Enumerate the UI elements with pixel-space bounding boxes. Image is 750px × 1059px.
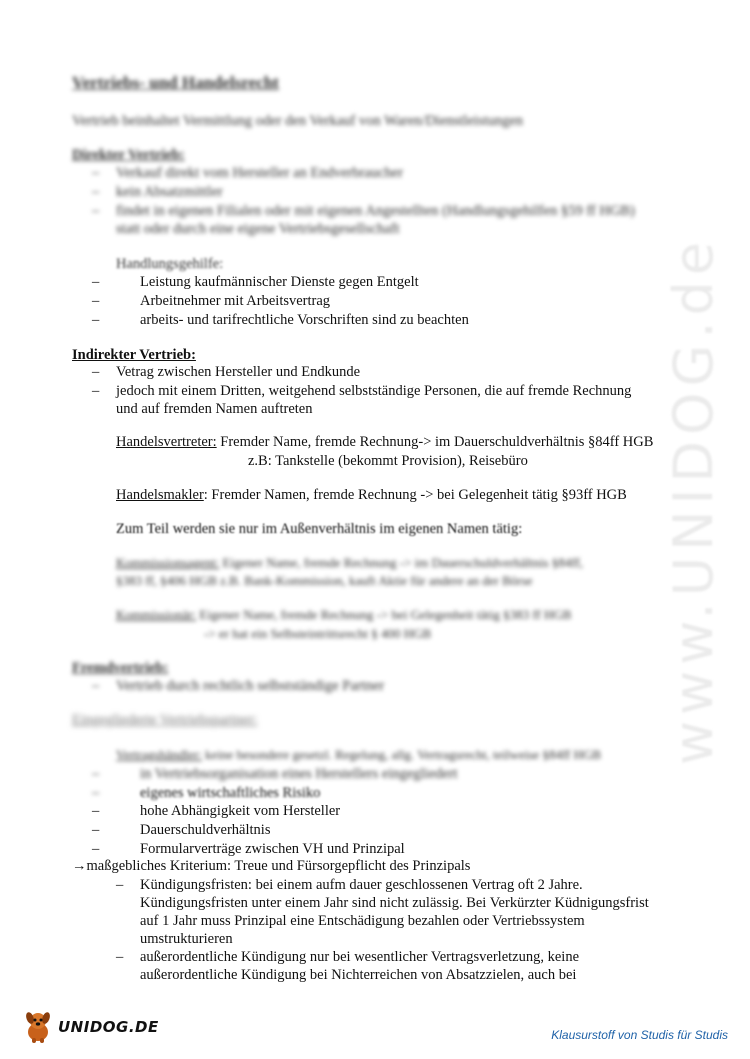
handelsvertreter-text: Fremder Name, fremde Rechnung-> im Dauerschuldverhältnis §84ff HGB [216,434,654,450]
footer-logo[interactable] [22,1010,159,1044]
list-item: Dauerschuldverhältnis [140,822,271,838]
partial-note: Zum Teil werden sie nur im Außenverhältnis im eigenen Namen tätig: [116,521,523,537]
eingegliedert-heading: Eingegliederte Vertriebspartner: [72,712,258,728]
dash: – [92,678,100,694]
dash: – [92,203,100,219]
fremd-heading: Fremdvertrieb: [72,660,169,676]
dash: – [92,383,100,399]
vertragshaendler-text: keine besondere gesetzl. Regelung, allg. Vertragsrecht, teilweise §84ff HGB [201,747,602,762]
list-item: Vertrieb durch rechtlich selbstständige Partner [116,678,385,694]
dash: – [92,822,100,838]
indirect-heading: Indirekter Vertrieb: [72,347,196,363]
dash: – [92,184,100,200]
dash: – [92,803,100,819]
dog-mascot-icon [22,1010,54,1044]
list-item: findet in eigenen Filialen oder mit eigenen Angestellten (Handlungsgehilfen §59 ff HGB) [116,203,635,219]
vertragshaendler-label: Vertragshändler: [116,747,202,762]
direct-heading: Direkter Vertrieb: [72,147,185,163]
criterion-line: →maßgebliches Kriterium: Treue und Fürsorgepflicht des Prinzipals [72,858,471,874]
list-item-cont: auf 1 Jahr muss Prinzipal eine Entschädigung bezahlen oder Vertriebssystem [140,913,585,929]
handelsvertreter-line [116,433,653,451]
dash: – [92,274,100,290]
list-item: Leistung kaufmännischer Dienste gegen Entgelt [140,274,419,290]
dash: – [92,312,100,328]
dash: – [92,841,100,857]
list-item: Vetrag zwischen Hersteller und Endkunde [116,364,361,380]
handelsmakler-line [116,486,627,504]
list-item: in Vertriebsorganisation eines Herstellers eingegliedert [140,766,458,782]
list-item: Formularverträge zwischen VH und Prinzipal [140,841,405,857]
kommissionsagent-text2: §383 ff, §406 HGB z.B. Bank-Kommission, kauft Aktie für andere an der Börse [116,573,533,588]
kommissionaer-label: Kommissionär: [116,607,197,622]
list-item: eigenes wirtschaftliches Risiko [140,785,321,801]
handelsvertreter-label: Handelsvertreter: [116,434,217,450]
list-item: hohe Abhängigkeit vom Hersteller [140,803,341,819]
handelsmakler-label: Handelsmakler [116,487,204,503]
list-item: arbeits- und tarifrechtliche Vorschriften sind zu beachten [140,312,469,328]
dash: – [92,364,100,380]
list-item: kein Absatzmittler [116,184,223,200]
document-title: Vertriebs- und Handelsrecht [72,73,279,92]
dash: – [92,165,100,181]
kommissionsagent-line [116,554,583,572]
sub-heading: Handlungsgehilfe: [116,256,224,272]
handelsvertreter-example: z.B: Tankstelle (bekommt Provision), Reisebüro [248,453,528,469]
footer-tagline: Klausurstoff von Studis für Studis [551,1028,728,1042]
list-item-cont: und auf fremden Namen auftreten [116,401,313,417]
intro-text: Vertrieb beinhaltet Vermittlung oder den Verkauf von Waren/Dienstleistungen [72,113,524,129]
list-item: außerordentliche Kündigung nur bei wesentlicher Vertragsverletzung, keine [140,949,580,965]
watermark: www.UNIDOG.de [662,235,726,765]
dash: – [116,949,124,965]
kommissionaer-text2: -> er hat ein Selbsteintrittsrecht § 400 HGB [204,626,432,641]
list-item: Arbeitnehmer mit Arbeitsvertrag [140,293,331,309]
kommissionaer-text: Eigener Name, fremde Rechnung -> bei Gelegenheit tätig §383 ff HGB [196,607,572,622]
kommissionsagent-label: Kommissionsagent: [116,555,220,570]
list-item-cont: außerordentliche Kündigung bei Nichterreichen von Absatzzielen, auch bei [140,967,577,983]
handelsmakler-text: : Fremder Namen, fremde Rechnung -> bei Gelegenheit tätig §93ff HGB [203,487,627,503]
list-item: Kündigungsfristen: bei einem aufm dauer geschlossenen Vertrag oft 2 Jahre. [140,877,583,893]
dash: – [92,293,100,309]
list-item-cont: umstrukturieren [140,931,233,947]
kommissionsagent-text: Eigener Name, fremde Rechnung -> im Dauerschuldverhältnis §84ff, [219,555,584,570]
footer-brand: UNIDOG.DE [58,1018,159,1036]
kommissionaer-line [116,606,571,624]
list-item-cont: Kündigungsfristen unter einem Jahr sind nicht zulässig. Bei Verkürzter Küdnigungsfrist [140,895,649,911]
vertragshaendler-line [116,746,601,764]
dash: – [92,785,100,801]
list-item: Verkauf direkt vom Hersteller an Endverbraucher [116,165,404,181]
dash: – [116,877,124,893]
list-item: jedoch mit einem Dritten, weitgehend selbstständige Personen, die auf fremde Rechnung [116,383,632,399]
list-item-cont: statt oder durch eine eigene Vertriebsgesellschaft [116,221,400,237]
dash: – [92,766,100,782]
